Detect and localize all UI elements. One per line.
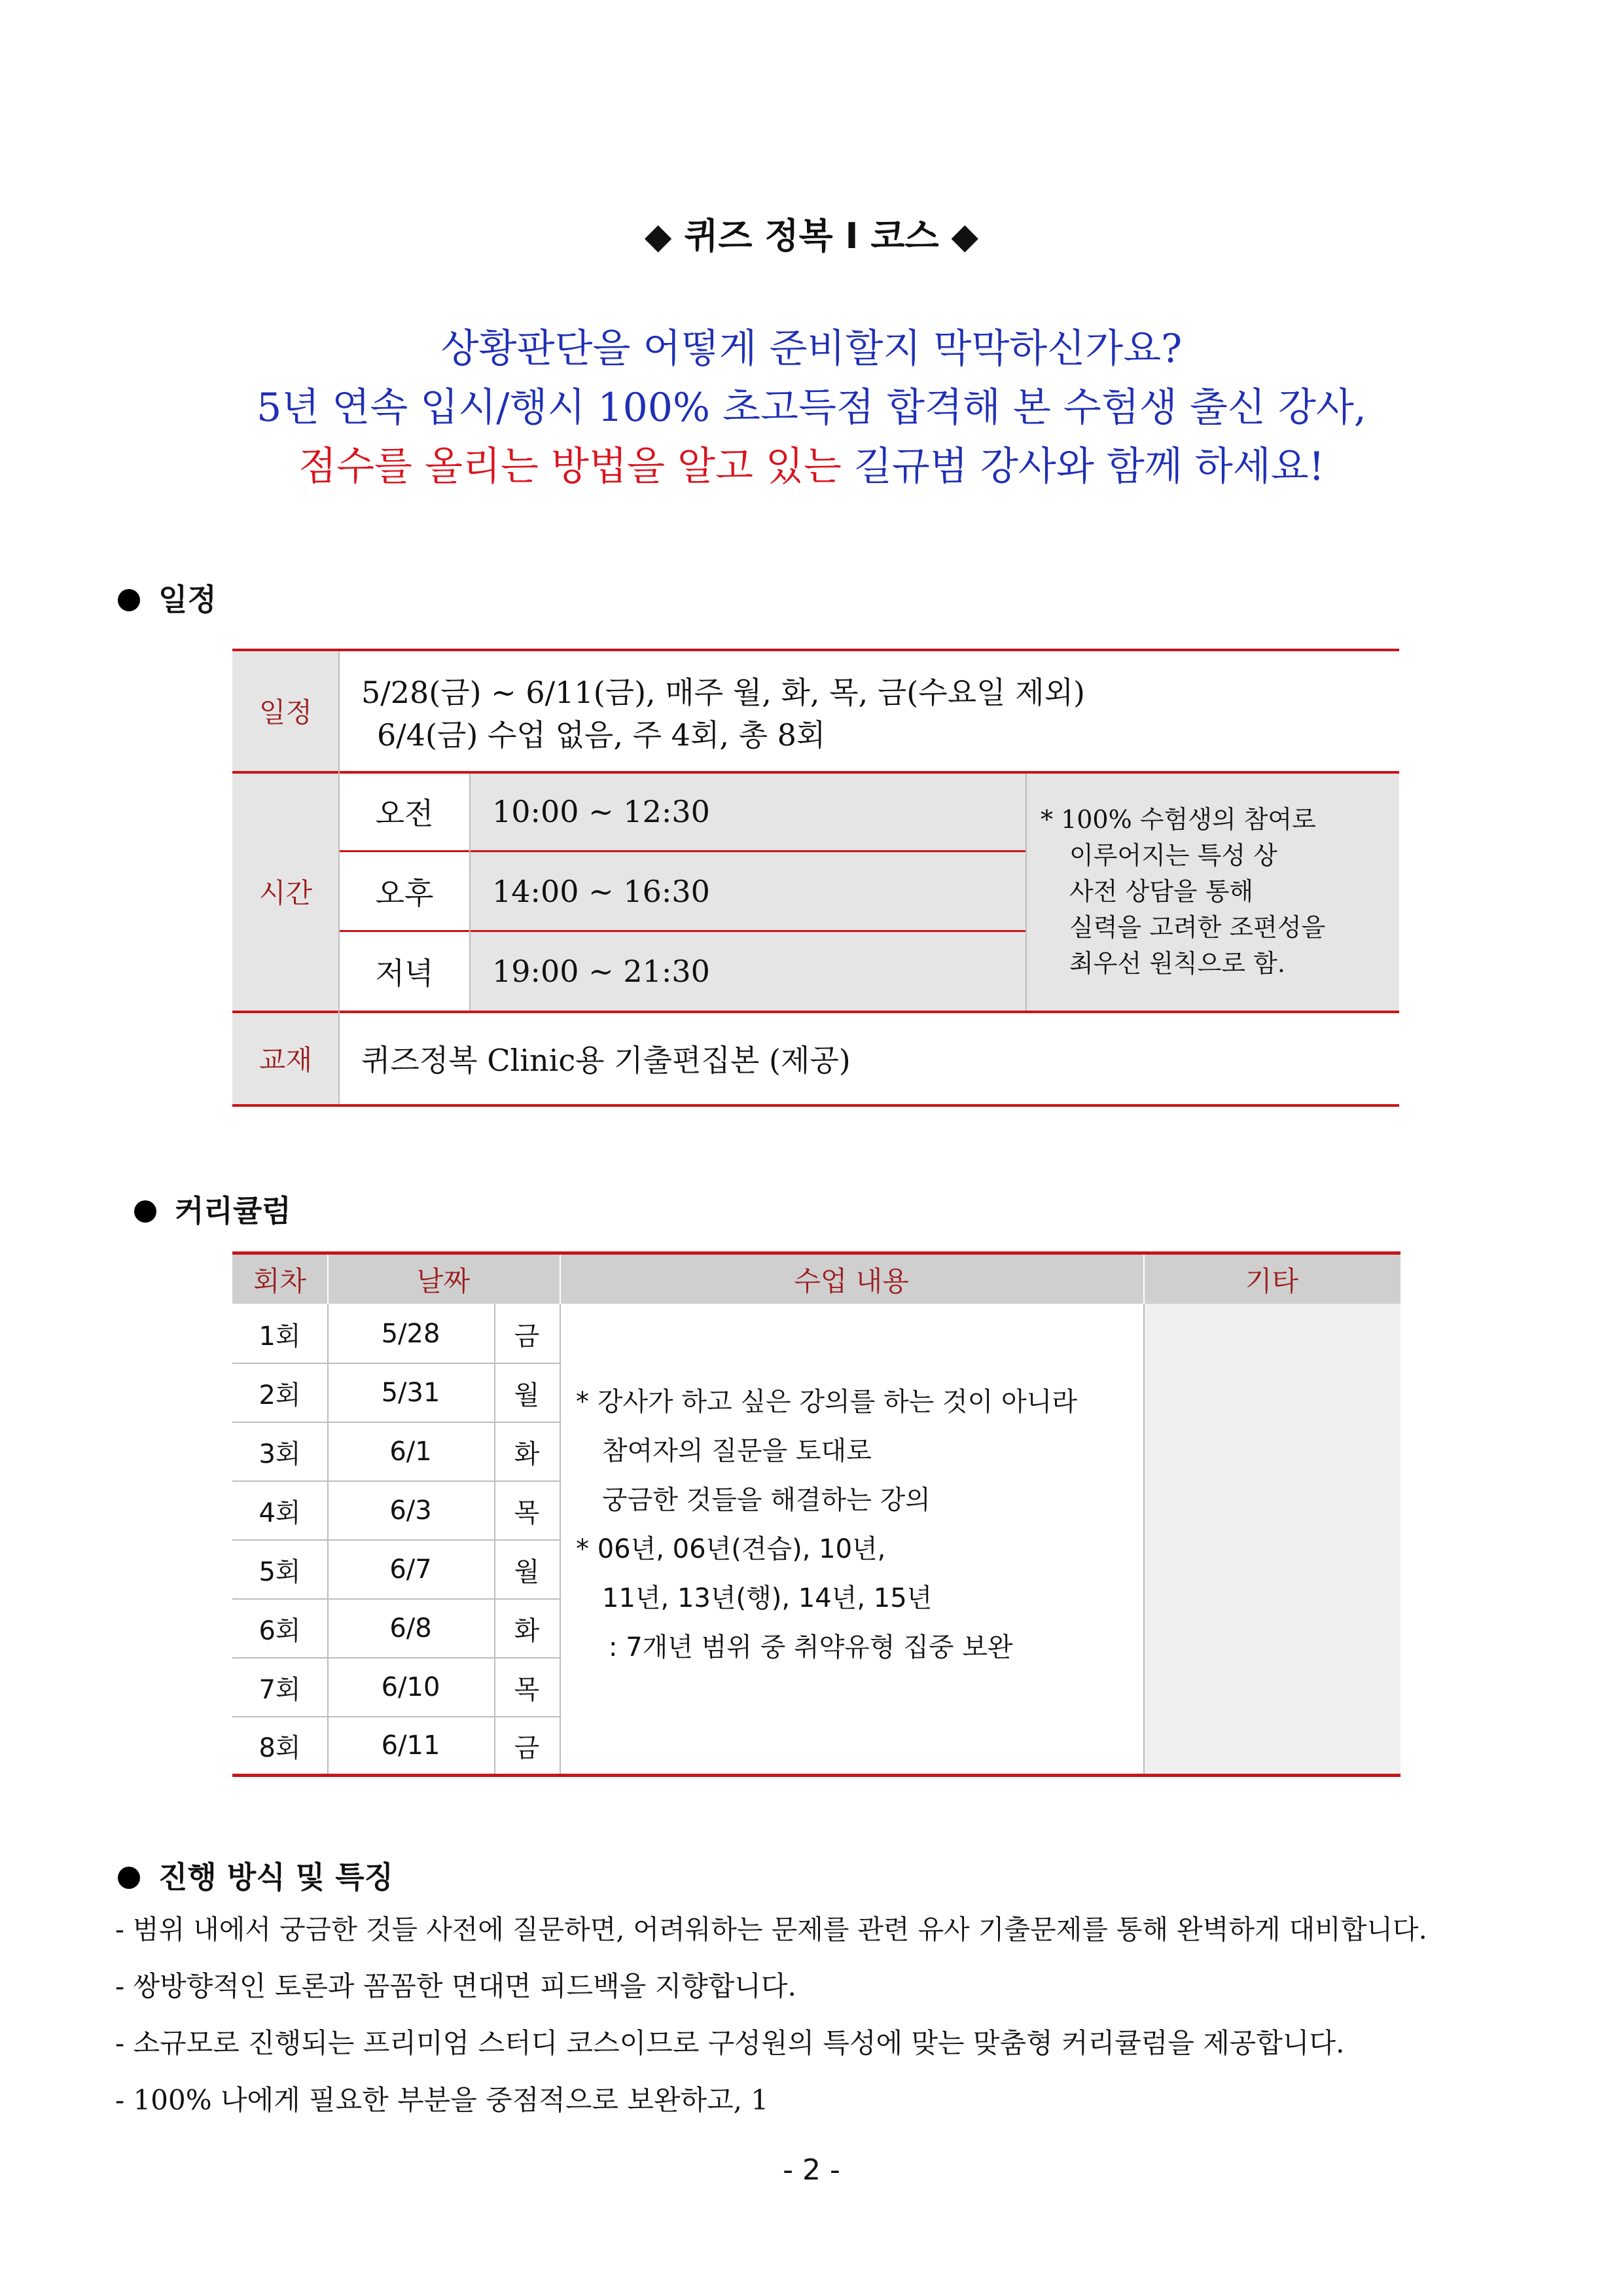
intro-line-3-blue: 길규범 강사와 함께 하세요! xyxy=(853,444,1325,490)
schedule-date-line-1: 5/28(금) ~ 6/11(금), 매주 월, 화, 목, 금(수요일 제외) xyxy=(361,675,1085,710)
curriculum-day: 금 xyxy=(514,1321,540,1352)
schedule-date-line-2: 6/4(금) 수업 없음, 주 4회, 총 8회 xyxy=(377,717,826,753)
curriculum-date: 5/28 xyxy=(381,1319,440,1349)
curriculum-date: 6/10 xyxy=(381,1672,440,1702)
section-heading-curriculum: 커리큘럼 xyxy=(134,1187,291,1230)
curriculum-session: 5회 xyxy=(259,1556,301,1587)
curriculum-header-session: 회차 xyxy=(253,1265,307,1297)
curriculum-session: 4회 xyxy=(259,1498,301,1528)
curriculum-header-date: 날짜 xyxy=(416,1265,471,1297)
curriculum-date: 6/8 xyxy=(389,1613,432,1643)
schedule-book: 퀴즈정복 Clinic용 기출편집본 (제공) xyxy=(361,1042,851,1078)
page-title: ◆ 퀴즈 정복 I 코스 ◆ xyxy=(644,215,979,257)
curriculum-date: 5/31 xyxy=(381,1378,440,1408)
curriculum-day: 목 xyxy=(514,1498,540,1528)
curriculum-day: 월 xyxy=(514,1380,540,1410)
method-line: - 100% 나에게 필요한 부분을 중점적으로 보완하고, 1 xyxy=(115,2084,769,2116)
curriculum-date: 6/7 xyxy=(389,1554,432,1585)
curriculum-day: 목 xyxy=(514,1674,540,1705)
curriculum-day: 월 xyxy=(514,1556,540,1587)
curriculum-day: 화 xyxy=(514,1615,540,1646)
schedule-label-time: 시간 xyxy=(259,877,313,909)
time-range-evening: 19:00 ~ 21:30 xyxy=(492,954,710,989)
curriculum-session: 2회 xyxy=(259,1380,301,1410)
schedule-label-date: 일정 xyxy=(259,696,313,728)
page-number: - 2 - xyxy=(783,2153,840,2187)
curriculum-day: 화 xyxy=(514,1439,540,1469)
method-line: - 소규모로 진행되는 프리미엄 스터디 코스이므로 구성원의 특성에 맞는 맞춤형 커리큘럼을 제공합니다. xyxy=(115,2027,1345,2059)
bullet-icon xyxy=(118,1867,140,1889)
time-range-morning: 10:00 ~ 12:30 xyxy=(492,793,710,829)
bullet-icon xyxy=(134,1200,156,1223)
intro-line-3-red: 점수를 올리는 방법을 알고 있는 xyxy=(298,444,854,490)
schedule-label-book: 교재 xyxy=(259,1043,313,1076)
time-name-afternoon: 오후 xyxy=(375,875,434,911)
time-name-evening: 저녁 xyxy=(375,956,434,991)
curriculum-day: 금 xyxy=(514,1732,540,1763)
curriculum-session: 1회 xyxy=(259,1321,301,1352)
time-name-morning: 오전 xyxy=(375,795,434,831)
method-line: - 범위 내에서 궁금한 것들 사전에 질문하면, 어려워하는 문제를 관련 유사 기출문제를 통해 완벽하게 대비합니다. xyxy=(115,1914,1427,1945)
curriculum-header-etc: 기타 xyxy=(1245,1265,1299,1297)
intro-line-2: 5년 연속 입시/행시 100% 초고득점 합격해 본 수험생 출신 강사, xyxy=(257,385,1366,431)
section-heading-schedule: 일정 xyxy=(118,576,217,619)
curriculum-session: 6회 xyxy=(259,1615,301,1646)
curriculum-session: 7회 xyxy=(259,1674,301,1705)
curriculum-date: 6/1 xyxy=(389,1437,432,1467)
curriculum-content: * 강사가 하고 싶은 강의를 하는 것이 아니라 참여자의 질문을 토대로 궁금한 것들을 해결하는 강의 * 06년, 06년(견습), 10년, 11년, 13년(행), 14년, 15년 : 7개년 범위 중 취약유형 집중 보완 xyxy=(576,1387,1077,1662)
schedule-note: * 100% 수험생의 참여로 이루어지는 특성 상 사전 상담을 통해 실력을 고려한 조편성을 최우선 원칙으로 함. xyxy=(1041,805,1326,978)
section-heading-method: 진행 방식 및 특징 xyxy=(118,1854,393,1897)
time-range-afternoon: 14:00 ~ 16:30 xyxy=(492,873,710,909)
curriculum-session: 8회 xyxy=(259,1732,301,1763)
curriculum-date: 6/11 xyxy=(381,1731,440,1761)
intro-line-3 xyxy=(0,437,1623,496)
curriculum-header-content: 수업 내용 xyxy=(794,1265,909,1297)
curriculum-session: 3회 xyxy=(259,1439,301,1469)
method-line: - 쌍방향적인 토론과 꼼꼼한 면대면 피드백을 지향합니다. xyxy=(115,1970,796,2002)
curriculum-date: 6/3 xyxy=(389,1496,432,1526)
intro-line-1: 상황판단을 어떻게 준비할지 막막하신가요? xyxy=(440,326,1183,372)
bullet-icon xyxy=(118,589,140,611)
